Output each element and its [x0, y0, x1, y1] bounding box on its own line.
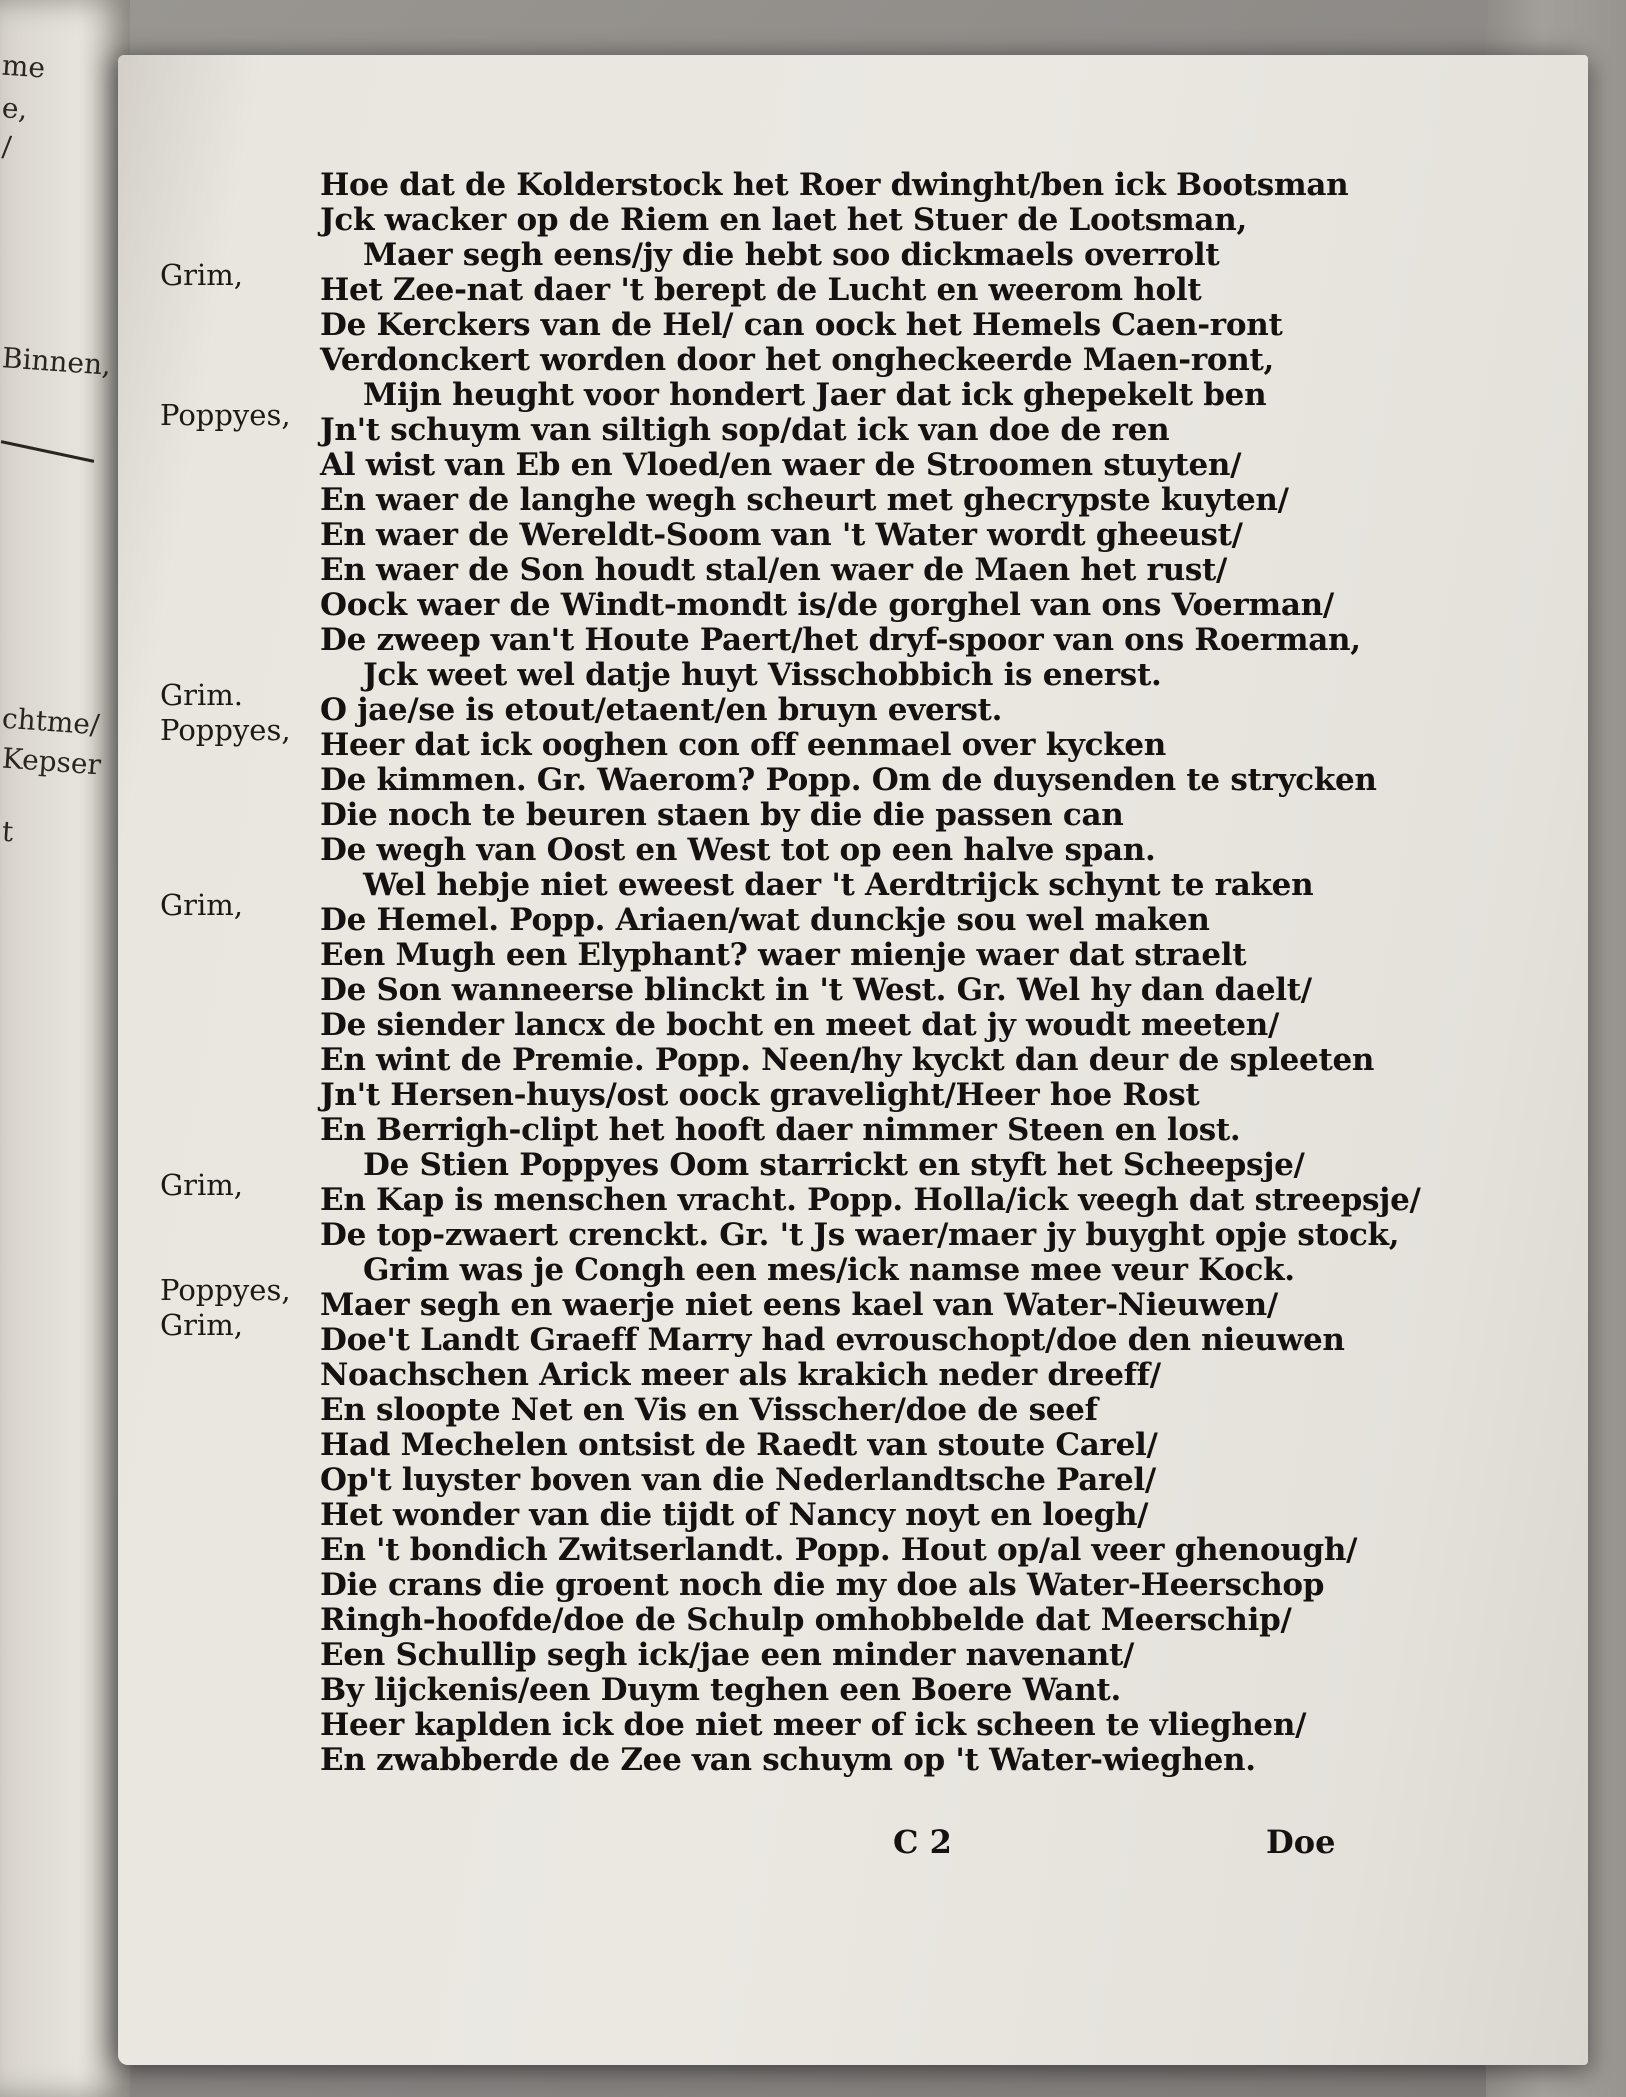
- text-line: En Kap is menschen vracht. Popp. Holla/ick veegh dat streepsje/: [320, 1182, 1421, 1218]
- left-page-fragment: /: [0, 129, 13, 164]
- text-line: Jck weet wel datje huyt Visschobbich is enerst.: [363, 657, 1162, 693]
- text-line: Mijn heught voor hondert Jaer dat ick ghepekelt ben: [363, 377, 1267, 413]
- text-line: Al wist van Eb en Vloed/en waer de Stroomen stuyten/: [320, 447, 1242, 483]
- text-line: Jck wacker op de Riem en laet het Stuer de Lootsman,: [320, 202, 1247, 238]
- text-line: Noachschen Arick meer als krakich neder dreeff/: [320, 1357, 1161, 1393]
- text-line: Heer dat ick ooghen con off eenmael over kycken: [320, 727, 1167, 763]
- text-line: O jae/se is etout/etaent/en bruyn everst.: [320, 692, 1003, 728]
- text-line: Een Schullip segh ick/jae een minder navenant/: [320, 1637, 1135, 1673]
- right-page: [118, 55, 1588, 2065]
- text-line: Oock waer de Windt-mondt is/de gorghel van ons Voerman/: [320, 587, 1334, 623]
- text-line: Hoe dat de Kolderstock het Roer dwinght/ben ick Bootsman: [320, 167, 1349, 203]
- speaker-label: Poppyes,: [160, 398, 291, 432]
- text-line: Die noch te beuren staen by die die passen can: [320, 797, 1124, 833]
- left-page-edge: [0, 0, 130, 2097]
- text-line: Het wonder van die tijdt of Nancy noyt en loegh/: [320, 1497, 1149, 1533]
- text-line: De zweep van't Houte Paert/het dryf-spoor van ons Roerman,: [320, 622, 1361, 658]
- text-line: Op't luyster boven van die Nederlandtsche Parel/: [320, 1462, 1156, 1498]
- text-line: Grim was je Congh een mes/ick namse mee veur Kock.: [363, 1252, 1295, 1288]
- left-page-fragment: t: [0, 814, 15, 849]
- text-line: Maer segh eens/jy die hebt soo dickmaels overrolt: [363, 237, 1220, 273]
- text-line: De Stien Poppyes Oom starrickt en styft het Scheepsje/: [363, 1147, 1305, 1183]
- left-page-rule: [1, 440, 95, 463]
- text-line: Een Mugh een Elyphant? waer mienje waer dat straelt: [320, 937, 1247, 973]
- text-line: En zwabberde de Zee van schuym op 't Water-wieghen.: [320, 1742, 1256, 1778]
- left-page-fragment: me: [0, 48, 47, 85]
- text-line: En wint de Premie. Popp. Neen/hy kyckt dan deur de spleeten: [320, 1042, 1375, 1078]
- signature-mark: C 2: [893, 1823, 952, 1861]
- left-page-fragment: Binnen,: [0, 341, 113, 382]
- text-line: En sloopte Net en Vis en Visscher/doe de seef: [320, 1392, 1098, 1428]
- speaker-label: Grim,: [160, 1168, 244, 1202]
- text-line: Had Mechelen ontsist de Raedt van stoute Carel/: [320, 1427, 1158, 1463]
- text-line: En waer de Son houdt stal/en waer de Maen het rust/: [320, 552, 1228, 588]
- left-page-fragment: e,: [0, 91, 29, 126]
- text-line: Jn't schuym van siltigh sop/dat ick van doe de ren: [320, 412, 1170, 448]
- text-line: De Son wanneerse blinckt in 't West. Gr. Wel hy dan daelt/: [320, 972, 1312, 1008]
- text-line: Verdonckert worden door het ongheckeerde Maen-ront,: [320, 342, 1274, 378]
- text-line: Wel hebje niet eweest daer 't Aerdtrijck schynt te raken: [363, 867, 1314, 903]
- catchword: Doe: [1266, 1823, 1336, 1861]
- text-line: De wegh van Oost en West tot op een halve span.: [320, 832, 1156, 868]
- left-page-fragment: Kepser: [0, 741, 103, 782]
- speaker-label: Poppyes,: [160, 1273, 291, 1307]
- text-line: De top-zwaert crenckt. Gr. 't Js waer/maer jy buyght opje stock,: [320, 1217, 1400, 1253]
- speaker-label: Grim,: [160, 258, 244, 292]
- text-line: En waer de Wereldt-Soom van 't Water wordt gheeust/: [320, 517, 1243, 553]
- text-line: Jn't Hersen-huys/ost oock gravelight/Heer hoe Rost: [320, 1077, 1200, 1113]
- speaker-label: Grim,: [160, 1308, 244, 1342]
- text-line: By lijckenis/een Duym teghen een Boere Want.: [320, 1672, 1121, 1708]
- text-line: En Berrigh-clipt het hooft daer nimmer Steen en lost.: [320, 1112, 1241, 1148]
- text-line: De kimmen. Gr. Waerom? Popp. Om de duysenden te strycken: [320, 762, 1377, 798]
- text-line: Het Zee-nat daer 't berept de Lucht en weerom holt: [320, 272, 1202, 308]
- text-block: [118, 55, 1588, 2065]
- text-line: Maer segh en waerje niet eens kael van Water-Nieuwen/: [320, 1287, 1278, 1323]
- text-line: Heer kaplden ick doe niet meer of ick scheen te vlieghen/: [320, 1707, 1307, 1743]
- text-line: En 't bondich Zwitserlandt. Popp. Hout op/al veer ghenough/: [320, 1532, 1358, 1568]
- text-line: Die crans die groent noch die my doe als Water-Heerschop: [320, 1567, 1325, 1603]
- text-line: De Hemel. Popp. Ariaen/wat dunckje sou wel maken: [320, 902, 1210, 938]
- speaker-label: Grim.: [160, 678, 244, 712]
- text-line: De Kerckers van de Hel/ can oock het Hemels Caen-ront: [320, 307, 1283, 343]
- left-page-fragment: chtme/: [0, 701, 101, 742]
- text-line: Ringh-hoofde/doe de Schulp omhobbelde dat Meerschip/: [320, 1602, 1292, 1638]
- speaker-label: Poppyes,: [160, 713, 291, 747]
- speaker-label: Grim,: [160, 888, 244, 922]
- text-line: En waer de langhe wegh scheurt met ghecrypste kuyten/: [320, 482, 1289, 518]
- text-line: De siender lancx de bocht en meet dat jy woudt meeten/: [320, 1007, 1279, 1043]
- text-line: Doe't Landt Graeff Marry had evrouschopt/doe den nieuwen: [320, 1322, 1345, 1358]
